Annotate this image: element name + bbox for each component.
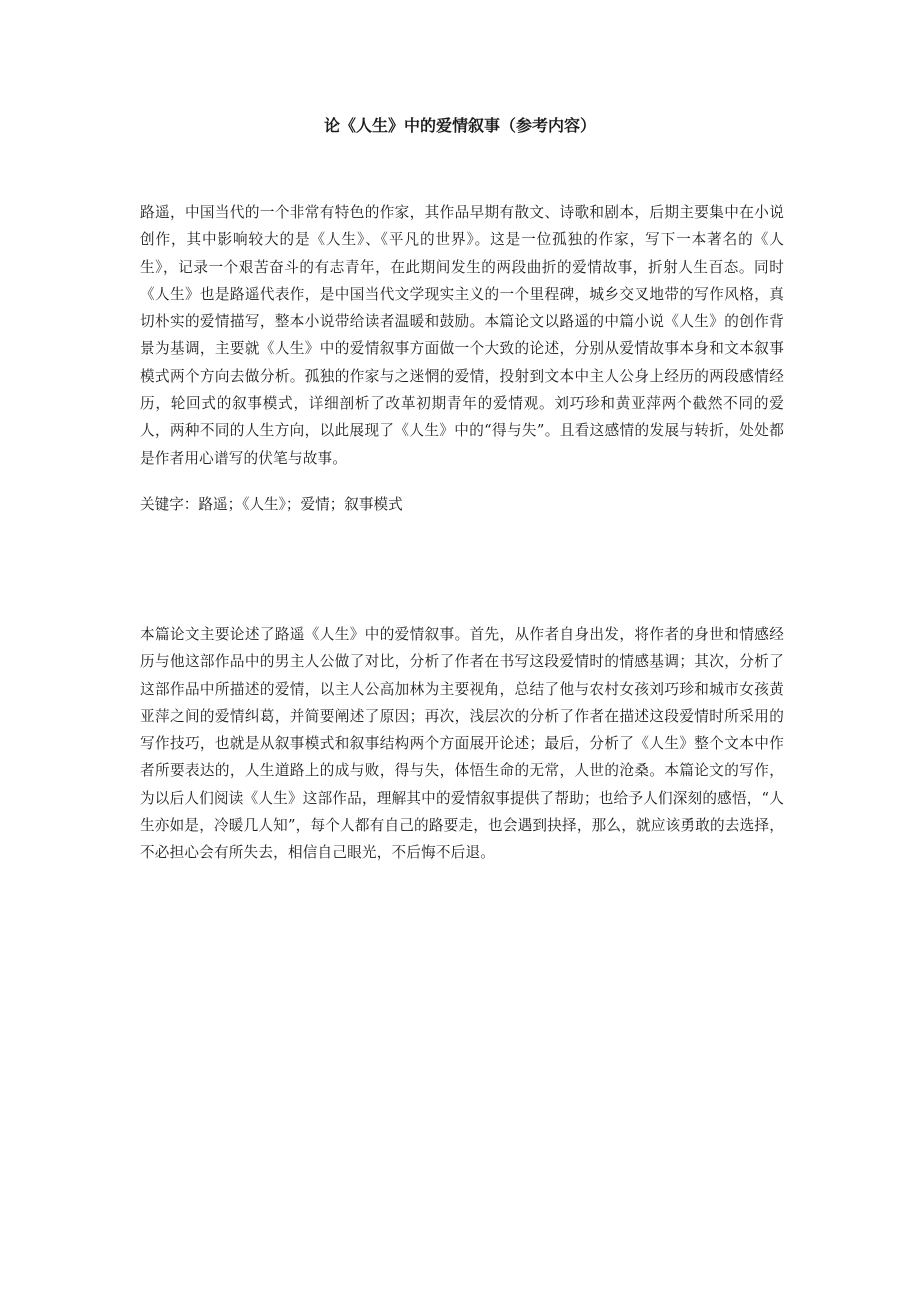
document-title: 论《人生》中的爱情叙事（参考内容） <box>323 116 596 135</box>
summary-paragraph: 本篇论文主要论述了路遥《人生》中的爱情叙事。首先，从作者自身出发，将作者的身世和情感经历与他这部作品中的男主人公做了对比，分析了作者在书写这段爱情时的情感基调；其次，分析了这部作品中所描述的爱情，以主人公高加林为主要视角，总结了他与农村女孩刘巧珍和城市女孩黄亚萍之间的爱情纠葛，并简要阐述了原因；再次，浅层次的分析了作者在描述这段爱情时所采用的写作技巧，也就是从叙事模式和叙事结构两个方面展开论述；最后，分析了《人生》整个文本中作者所要表达的，人生道路上的成与败，得与失，体悟生命的无常，人世的沧桑。本篇论文的写作，为以后人们阅读《人生》这部作品，理解其中的爱情叙事提供了帮助；也给予人们深刻的感悟，“人生亦如是，冷暖几人知”，每个人都有自己的路要走，也会遇到抉择，那么，就应该勇敢的去选择，不必担心会有所失去，相信自己眼光，不后悔不后退。 <box>140 626 784 862</box>
abstract-paragraph: 路遥，中国当代的一个非常有特色的作家，其作品早期有散文、诗歌和剧本，后期主要集中在小说创作，其中影响较大的是《人生》、《平凡的世界》。这是一位孤独的作家，写下一本著名的《人生》，记录一个艰苦奋斗的有志青年，在此期间发生的两段曲折的爱情故事，折射人生百态。同时《人生》也是路遥代表作，是中国当代文学现实主义的一个里程碑，城乡交叉地带的写作风格，真切朴实的爱情描写，整本小说带给读者温暖和鼓励。本篇论文以路遥的中篇小说《人生》的创作背景为基调，主要就《人生》中的爱情叙事方面做一个大致的论述，分别从爱情故事本身和文本叙事模式两个方向去做分析。孤独的作家与之迷惘的爱情，投射到文本中主人公身上经历的两段感情经历，轮回式的叙事模式，详细剖析了改革初期青年的爱情观。刘巧珍和黄亚萍两个截然不同的爱人，两种不同的人生方向，以此展现了《人生》中的“得与失”。且看这感情的发展与转折，处处都是作者用心谱写的伏笔与故事。 <box>140 204 784 467</box>
keywords-line: 关键字：路遥；《人生》；爱情；叙事模式 <box>140 496 403 513</box>
